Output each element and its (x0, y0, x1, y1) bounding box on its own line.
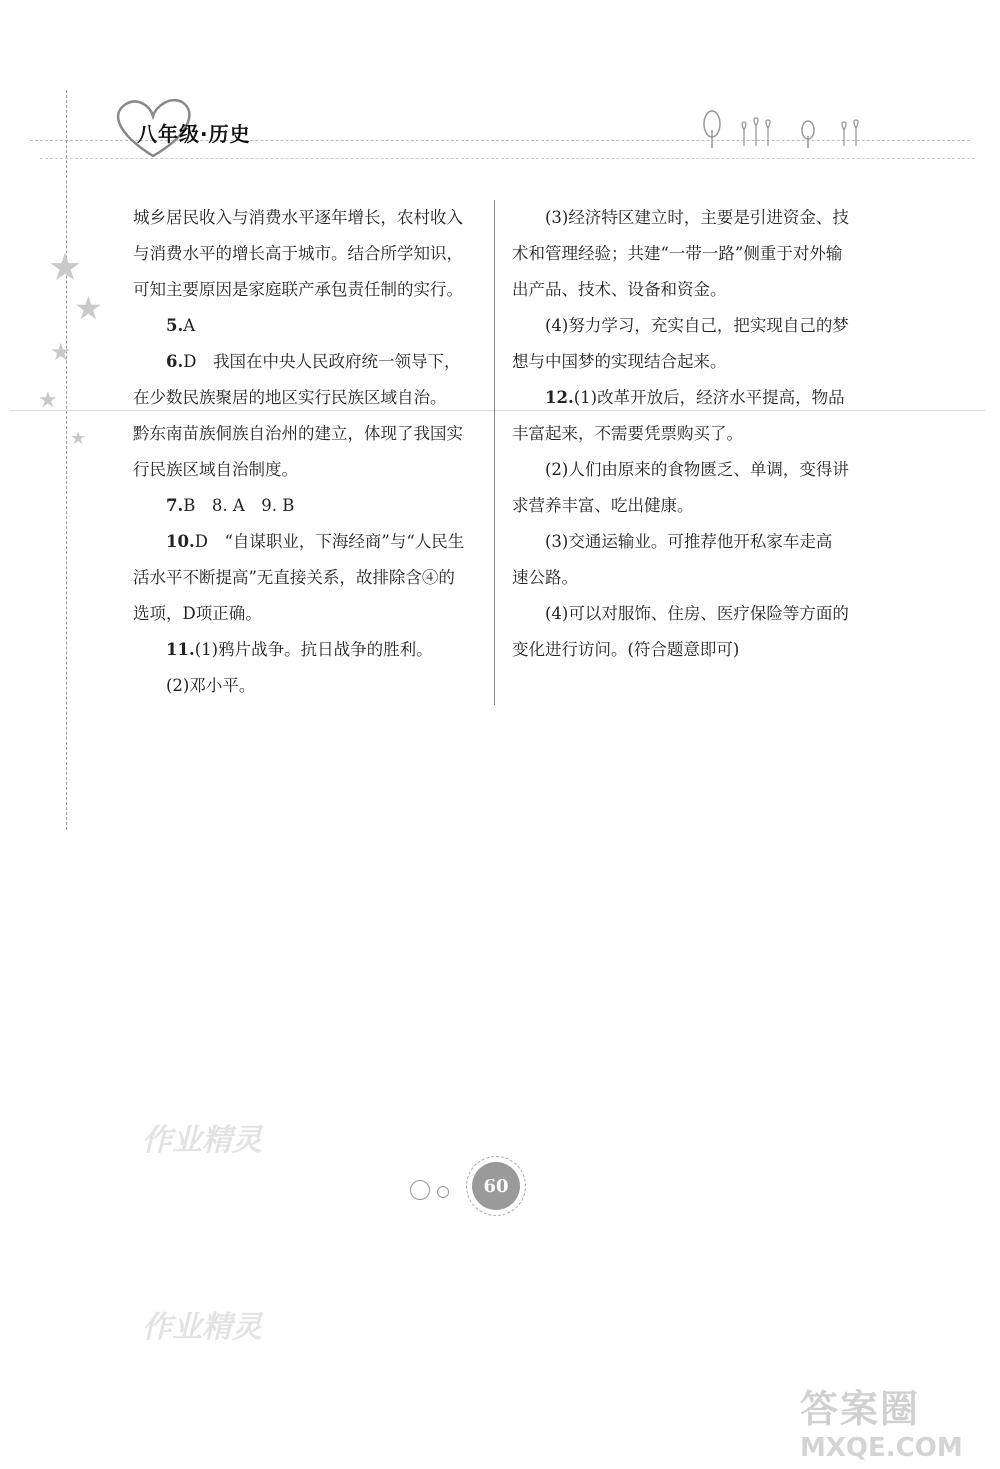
text-line (133, 596, 488, 632)
line-num: 7. (166, 496, 184, 515)
text-line (512, 236, 872, 272)
line-text: 求营养丰富、吃出健康。 (512, 496, 694, 515)
line-num: 6. (166, 352, 184, 371)
text-line (512, 380, 872, 416)
left-column (133, 200, 488, 704)
line-num: 10. (166, 532, 195, 551)
line-text: (3)交通运输业。可推荐他开私家车走高 (545, 532, 833, 551)
star-icon: ★ (50, 338, 72, 366)
line-text: 城乡居民收入与消费水平逐年增长，农村收入 (133, 208, 463, 227)
line-num: 12. (545, 388, 574, 407)
line-text: (4)努力学习，充实自己，把实现自己的梦 (545, 316, 849, 335)
line-text: (2)人们由原来的食物匮乏、单调，变得讲 (545, 460, 849, 479)
watermark: 作业精灵 (142, 1123, 262, 1158)
line-text: 活水平不断提高”无直接关系，故排除含④的 (133, 568, 455, 587)
page-dot-icon (410, 1180, 430, 1200)
text-line (133, 380, 488, 416)
text-line (133, 272, 488, 308)
line-text: B 8. A 9. B (183, 496, 295, 515)
line-text: 在少数民族聚居的地区实行民族区域自治。 (133, 388, 447, 407)
line-text: (4)可以对服饰、住房、医疗保险等方面的 (545, 604, 849, 623)
line-text: 出产品、技术、设备和资金。 (512, 280, 727, 299)
line-text: 丰富起来，不需要凭票购买了。 (512, 424, 743, 443)
page-number: 60 (472, 1162, 520, 1210)
text-line (512, 200, 872, 236)
star-icon: ★ (38, 388, 58, 413)
logo-url: MXQE.COM (800, 1433, 963, 1463)
line-text: 与消费水平的增长高于城市。结合所学知识， (133, 244, 463, 263)
logo-text: 答案圈 (800, 1387, 921, 1431)
text-line (133, 668, 488, 704)
star-icon: ★ (70, 428, 87, 449)
star-icon: ★ (48, 245, 83, 289)
line-text: A (183, 316, 196, 335)
text-line (512, 452, 872, 488)
line-text: (3)经济特区建立时，主要是引进资金、技 (545, 208, 849, 227)
line-text: 术和管理经验；共建“一带一路”侧重于对外输 (512, 244, 843, 263)
column-divider (494, 200, 495, 705)
text-line (133, 488, 488, 524)
header-title: 八年级·历史 (137, 122, 251, 146)
line-num: 11. (166, 640, 195, 659)
text-line (133, 632, 488, 668)
text-line (133, 452, 488, 488)
line-num: 5. (166, 316, 184, 335)
text-line (512, 596, 872, 632)
line-text: (1)改革开放后，经济水平提高，物品 (573, 388, 845, 407)
line-text: (2)邓小平。 (166, 676, 256, 695)
line-text: 想与中国梦的实现结合起来。 (512, 352, 727, 371)
text-line (133, 236, 488, 272)
text-line (133, 308, 488, 344)
text-line (133, 416, 488, 452)
text-line (133, 524, 488, 560)
line-text: D “自谋职业，下海经商”与“人民生 (194, 532, 465, 551)
line-text: 速公路。 (512, 568, 578, 587)
text-line (512, 524, 872, 560)
right-column (512, 200, 872, 668)
line-text: 可知主要原因是家庭联产承包责任制的实行。 (133, 280, 463, 299)
corner-logo (800, 1378, 990, 1464)
text-line (133, 560, 488, 596)
line-text: 黔东南苗族侗族自治州的建立，体现了我国实 (133, 424, 463, 443)
line-text: (1)鸦片战争。抗日战争的胜利。 (194, 640, 433, 659)
page-dot-icon (437, 1186, 449, 1198)
line-text: 选项，D项正确。 (133, 604, 262, 623)
star-icon: ★ (74, 289, 103, 327)
text-line (512, 308, 872, 344)
text-line (512, 344, 872, 380)
line-text: D 我国在中央人民政府统一领导下， (183, 352, 461, 371)
line-text: 行民族区域自治制度。 (133, 460, 298, 479)
watermark: 作业精灵 (142, 1310, 262, 1345)
text-line (133, 344, 488, 380)
text-line (512, 416, 872, 452)
text-line (512, 488, 872, 524)
line-text: 变化进行访问。(符合题意即可) (512, 640, 740, 659)
left-margin-line (66, 90, 67, 830)
tree-flowers-icon (700, 108, 870, 152)
text-line (512, 560, 872, 596)
text-line (512, 272, 872, 308)
text-line (512, 632, 872, 668)
text-line (133, 200, 488, 236)
